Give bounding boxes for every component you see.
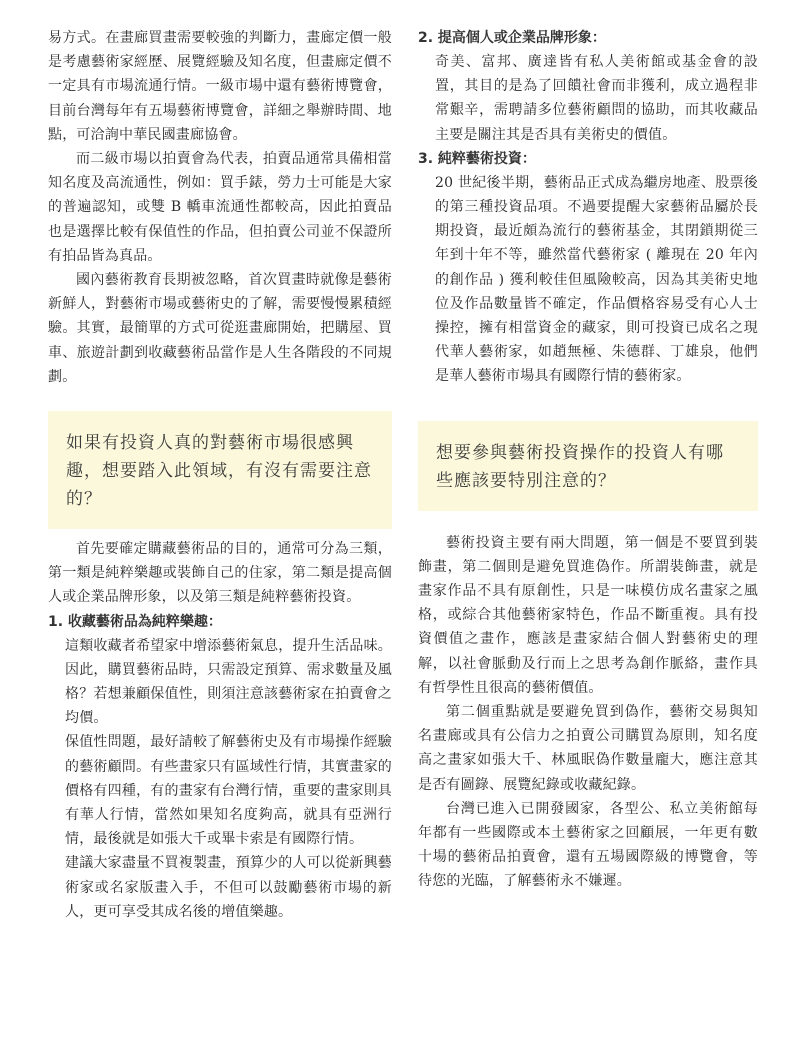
section-art-investment — [435, 171, 758, 389]
right-column — [418, 26, 758, 894]
paragraph-brand-image: 奇美、富邦、廣達皆有私人美術館或基金會的設置，其目的是為了回饋社會而非獲利，成立過程非常艱辛，需聘請多位藝術顧問的協助，而其收藏品主要是關注其是否具有美術史的價值。 — [435, 54, 758, 143]
paragraph-purposes: 首先要確定購藏藝術品的目的，通常可分為三類，第一類是純粹樂趣或裝飾自己的住家，第二類是提高個人或企業品牌形象，以及第三類是純粹藝術投資。 — [48, 541, 392, 606]
heading-brand-image: 2. 提高個人或企業品牌形象： — [418, 30, 606, 46]
section-brand-image — [435, 50, 758, 147]
paragraph-gallery: 易方式。在畫廊買畫需要較強的判斷力，畫廊定價一般是考慮藝術家經歷、展覽經驗及知名度，但畫廊定價不一定具有市場流通行情。一級市場中還有藝術博覽會，目前台灣每年有五場藝術博覽會，詳細之舉辦時間、地點，可洽詢中華民國畫廊協會。 — [48, 30, 392, 143]
paragraph-value-retention: 保值性問題，最好請較了解藝術史及有市場操作經驗的藝術顧問。有些畫家只有區域性行情，其實畫家的價格有四種，有的畫家有台灣行情，重要的畫家則具有華人行情，當然如果知名度夠高，就具有亞洲行情，最後就是如張大千或畢卡索是有國際行情。 — [65, 734, 392, 848]
paragraph-avoid-forgeries: 第二個重點就是要避免買到偽作，藝術交易與知名畫廊或具有公信力之拍賣公司購買為原則，知名度高之畫家如張大千、林風眠偽作數量龐大，應注意其是否有圖錄、展覽紀錄或收藏紀錄。 — [418, 704, 758, 793]
question-text: 想要參與藝術投資操作的投資人有哪些應該要特別注意的 — [436, 442, 724, 491]
paragraph-avoid-reproductions: 建議大家盡量不買複製畫，預算少的人可以從新興藝術家或名家版畫入手，不但可以鼓勵藝術市場的新人，更可享受其成名後的增值樂趣。 — [65, 855, 392, 920]
paragraph-art-investment: 20 世紀後半期，藝術品正式成為繼房地產、股票後的第三種投資品項。不過要提醒大家藝術品屬於長期投資，最近頗為流行的藝術基金，其閉鎖期從三年到十年不等，雖然當代藝術家 ( 離現在 20 年內的創作品 ) 獲利較佳但風險較高，因為其美術史地位及作品數量皆不確定，作品價格容易受有心人士操控，擁有相當資金的藏家，則可投資已成名之現代華人藝術家，如趙無極、朱德群、丁雄泉，他們是華人藝術市場具有國際行情的藝術家。 — [435, 174, 758, 385]
question-box-investor-cautions — [418, 421, 758, 511]
section-pure-enjoyment — [65, 634, 392, 924]
question-text: 如果有投資人真的對藝術市場很感興趣，想要踏入此領域，有沒有需要注意的 — [66, 433, 372, 510]
paragraph-enjoyment-budget: 這類收藏者希望家中增添藝術氣息，提升生活品味。因此，購買藝術品時，只需設定預算、需求數量及風格？若想兼顧保值性，則須注意該藝術家在拍賣會之均價。 — [65, 637, 392, 727]
paragraph-taiwan-museums: 台灣已進入已開發國家，各型公、私立美術館每年都有一些國際或本土藝術家之回顧展，一年更有數十場的藝術品拍賣會，還有五場國際級的博覽會，等待您的光臨，了解藝術永不嫌遲。 — [418, 800, 758, 890]
heading-pure-enjoyment: 1. 收藏藝術品為純粹樂趣： — [48, 613, 222, 630]
paragraph-auction: 而二級市場以拍賣會為代表，拍賣品通常具備相當知名度及高流通性，例如：買手錶，勞力士可能是大家的普遍認知，或雙 B 轎車流通性都較高，因此拍賣品也是選擇比較有保值性的作品，但拍賣公司並不保證所有拍品皆為真品。 — [48, 151, 392, 264]
question-mark: ？ — [84, 489, 102, 510]
left-column — [48, 26, 392, 924]
paragraph-two-problems: 藝術投資主要有兩大問題，第一個是不要買到裝飾畫，第二個則是避免買進偽作。所謂裝飾畫，就是畫家作品不具有原創性，只是一味模仿成名畫家之風格，或綜合其他藝術家特色，作品不斷重複。具有投資價值之畫作，應該是畫家結合個人對藝術史的理解，以社會脈動及行而上之思考為創作脈絡，畫作具有哲學性且很高的藝術價值。 — [418, 534, 758, 696]
paragraph-education: 國內藝術教育長期被忽略，首次買畫時就像是藝術新鮮人，對藝術市場或藝術史的了解，需要慢慢累積經驗。其實，最簡單的方式可從逛畫廊開始，把購屋、買車、旅遊計劃到收藏藝術品當作是人生各階段的不同規劃。 — [48, 272, 392, 385]
heading-art-investment: 3. 純粹藝術投資： — [418, 150, 536, 167]
question-box-entering-market — [48, 411, 392, 529]
question-mark: ？ — [598, 470, 616, 491]
